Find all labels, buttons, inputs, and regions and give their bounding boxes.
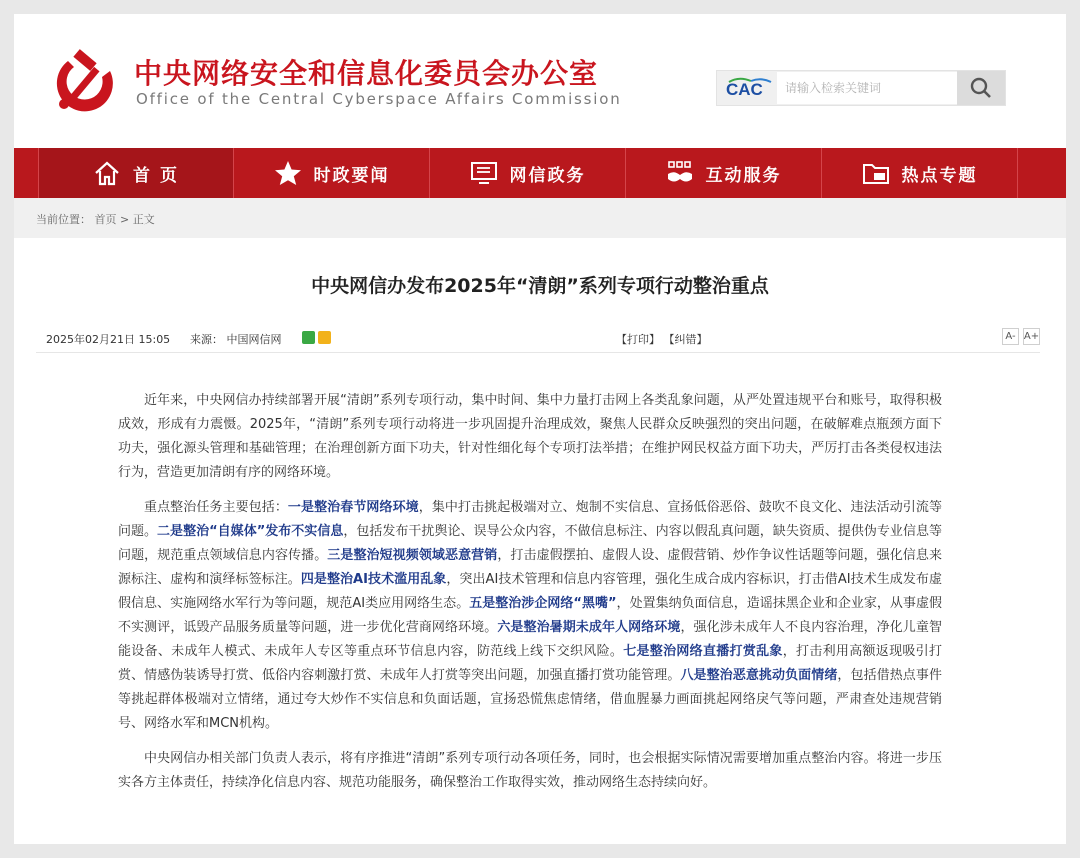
site-header <box>14 14 1066 148</box>
wechat-share-icon[interactable] <box>302 331 315 344</box>
cac-logo <box>725 77 775 99</box>
nav-news[interactable] <box>234 148 430 198</box>
font-size-controls <box>1002 328 1040 345</box>
main-nav <box>14 148 1066 198</box>
site-title: 中央网络安全和信息化委员会办公室 <box>134 57 599 90</box>
breadcrumb-separator: > <box>120 213 133 226</box>
correct-link[interactable]: 【纠错】 <box>663 333 708 346</box>
article-source: 来源： 中国网信网 <box>190 333 282 346</box>
search-button[interactable] <box>957 71 1005 105</box>
breadcrumb-current: 正文 <box>132 213 155 226</box>
qzone-share-icon[interactable] <box>318 331 331 344</box>
folder-icon <box>862 160 890 186</box>
nav-topics[interactable] <box>822 148 1018 198</box>
home-icon <box>93 160 121 186</box>
article-body <box>118 389 942 806</box>
breadcrumb-home-link[interactable]: 首页 <box>94 213 117 226</box>
nav-affairs-label: 网信政务 <box>509 165 586 186</box>
task-5-text: ，处置集纳负面信息，造谣抹黑企业和企业家，从事虚假不实测评，诋毁产品服务质量等问题，进一步优化营商网络环境。 <box>118 596 942 635</box>
task-1-highlight: 一是整治春节网络环境 <box>287 500 419 515</box>
article-paragraph-1: 近年来，中央网信办持续部署开展“清朗”系列专项行动，集中时间、集中力量打击网上各类乱象问题，从严处置违规平台和账号，取得积极成效，形成有力震慑。2025年，“清朗”系列专项行动将进一步巩固提升治理成效，聚焦人民群众反映强烈的突出问题，在破解难点瓶颈方面下功夫，强化源头管理和基础管理；在治理创新方面下功夫，针对性细化每个专项打法举措；在维护网民权益方面下功夫，严厉打击各类侵权违法行为，营造更加清朗有序的网络环境。 <box>118 393 942 480</box>
font-increase-button[interactable]: A+ <box>1023 328 1040 345</box>
search-input[interactable] <box>777 72 957 104</box>
breadcrumb-bar <box>14 198 1066 238</box>
breadcrumb-prefix: 当前位置： <box>36 213 91 226</box>
task-4-text: ，突出AI技术管理和信息内容管理，强化生成合成内容标识，打击借AI技术生成发布虚假信息、实施网络水军行为等问题，规范AI类应用网络生态。 <box>118 572 942 611</box>
search-icon <box>970 77 992 99</box>
task-2-text: ，包括发布干扰舆论、误导公众内容，不做信息标注、内容以假乱真问题，缺失资质、提供伪专业信息等问题，规范重点领域信息内容传播。 <box>118 524 942 563</box>
share-icons <box>302 331 331 344</box>
nav-home[interactable] <box>38 148 234 198</box>
print-link[interactable]: 【打印】 <box>616 333 660 346</box>
article-date: 2025年02月21日 15:05 <box>46 333 171 346</box>
star-icon <box>274 160 302 186</box>
nav-service[interactable] <box>626 148 822 198</box>
task-3-highlight: 三是整治短视频领域恶意营销 <box>327 548 498 563</box>
svg-text:CAC: CAC <box>726 80 763 99</box>
article-tools <box>616 331 708 347</box>
nav-service-label: 互动服务 <box>705 165 782 186</box>
task-8-text: ，包括借热点事件等挑起群体极端对立情绪，通过夸大炒作不实信息和负面话题，宣扬恐慌焦虑情绪，借血腥暴力画面挑起网络戾气等问题，严肃查处违规营销号、网络水军和MCN机构。 <box>118 668 942 731</box>
site-title-en: Office of the Central Cyberspace Affairs Commission <box>136 90 622 108</box>
task-4-highlight: 四是整治AI技术滥用乱象 <box>300 572 447 587</box>
monitor-icon <box>470 160 498 186</box>
task-2-highlight: 二是整治“自媒体”发布不实信息 <box>157 524 344 539</box>
article-title: 中央网信办发布2025年“清朗”系列专项行动整治重点 <box>311 275 769 297</box>
breadcrumb <box>36 211 155 227</box>
font-decrease-button[interactable]: A- <box>1002 328 1019 345</box>
task-7-text: ，打击利用高额返现吸引打赏、情感伪装诱导打赏、低俗内容刺激打赏、未成年人打赏等突出问题，加强直播打赏功能管理。 <box>118 644 942 683</box>
nav-affairs[interactable] <box>430 148 626 198</box>
task-1-text: ，集中打击挑起极端对立、炮制不实信息、宣扬低俗恶俗、鼓吹不良文化、违法活动引流等问题。 <box>118 500 942 539</box>
task-3-text: ，打击虚假摆拍、虚假人设、虚假营销、炒作争议性话题等问题，强化信息来源标注、虚构和演绎标签标注。 <box>118 548 942 587</box>
task-7-highlight: 七是整治网络直播打赏乱象 <box>623 644 783 659</box>
nav-home-label: 首 页 <box>133 165 179 186</box>
p2-intro: 重点整治任务主要包括： <box>144 500 288 515</box>
search-box <box>716 70 1006 106</box>
nav-topics-label: 热点专题 <box>901 165 978 186</box>
nav-news-label: 时政要闻 <box>313 165 390 186</box>
hammer-sickle-emblem <box>54 47 120 113</box>
task-5-highlight: 五是整治涉企网络“黑嘴” <box>469 596 617 611</box>
task-8-highlight: 八是整治恶意挑动负面情绪 <box>680 668 838 683</box>
article-meta <box>36 326 1040 353</box>
task-6-text: ，强化涉未成年人不良内容治理，净化儿童智能设备、未成年人模式、未成年人专区等重点环节信息内容，防范线上线下交织风险。 <box>118 620 942 659</box>
handshake-icon <box>666 160 694 186</box>
page <box>14 14 1066 844</box>
task-6-highlight: 六是整治暑期未成年人网络环境 <box>497 620 681 635</box>
article-paragraph-2 <box>118 496 942 736</box>
article-paragraph-3: 中央网信办相关部门负责人表示，将有序推进“清朗”系列专项行动各项任务，同时，也会根据实际情况需要增加重点整治内容。将进一步压实各方主体责任，持续净化信息内容、规范功能服务，确保整治工作取得实效，推动网络生态持续向好。 <box>118 751 942 790</box>
